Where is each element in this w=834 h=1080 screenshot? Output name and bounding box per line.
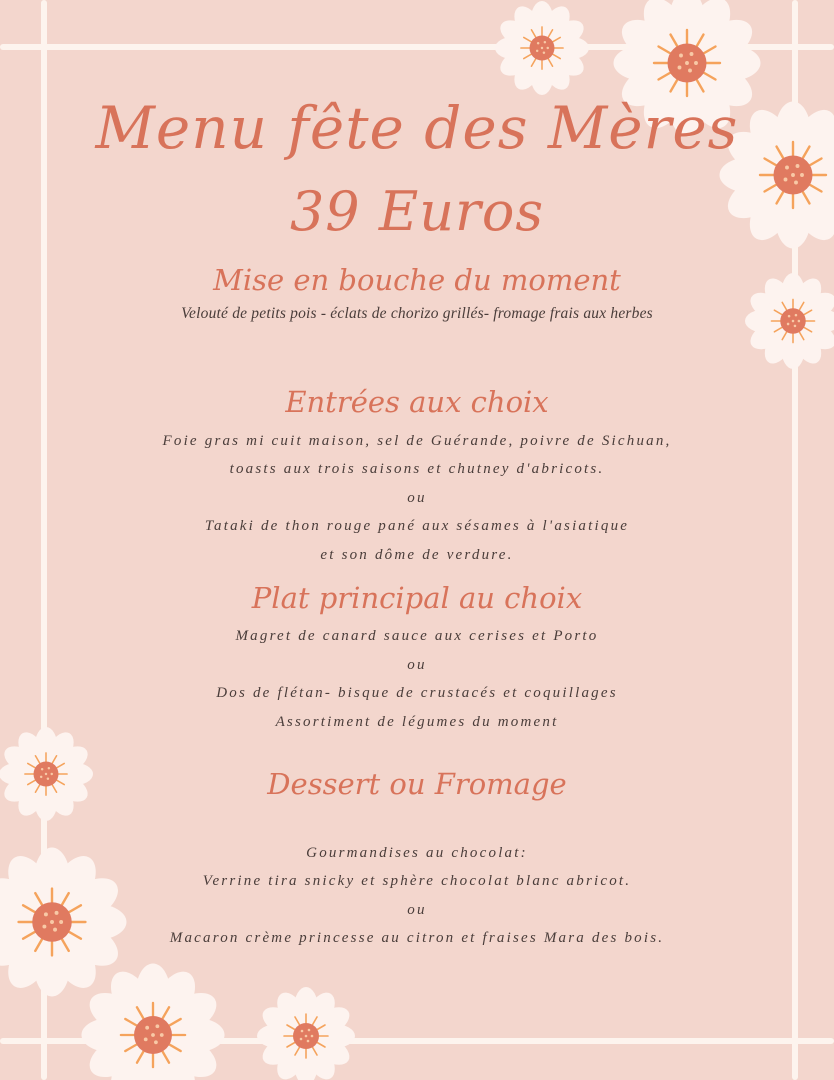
menu-item-line: Velouté de petits pois - éclats de chorizo grillés- fromage frais aux herbes — [181, 305, 653, 322]
menu-price: 39 Euros — [289, 180, 545, 243]
menu-item-line: Dos de flétan- bisque de crustacés et coquillages — [216, 685, 618, 701]
flower-icon — [256, 986, 356, 1080]
menu-item-line: Magret de canard sauce aux cerises et Porto — [235, 628, 599, 644]
section-heading-plat-principal: Plat principal au choix — [251, 581, 583, 615]
menu-or-separator: ou — [407, 490, 427, 506]
section-heading-dessert: Dessert ou Fromage — [267, 767, 567, 801]
flower-icon — [494, 0, 590, 96]
menu-item-line: Verrine tira snicky et sphère chocolat blanc abricot. — [202, 873, 632, 889]
menu-item-line: Tataki de thon rouge pané aux sésames à l'asiatique — [204, 518, 630, 534]
section-heading-entrees: Entrées aux choix — [285, 385, 549, 419]
menu-item-line: et son dôme de verdure. — [320, 547, 514, 563]
menu-item-line: toasts aux trois saisons et chutney d'abricots. — [229, 461, 605, 477]
menu-item-line: Foie gras mi cuit maison, sel de Guérande, poivre de Sichuan, — [162, 433, 672, 449]
flower-icon — [80, 962, 226, 1080]
menu-or-separator: ou — [407, 902, 427, 918]
section-heading-mise-en-bouche: Mise en bouche du moment — [213, 263, 621, 297]
menu-item-line: Gourmandises au chocolat: — [306, 845, 528, 861]
menu-or-separator: ou — [407, 657, 427, 673]
menu-item-line: Assortiment de légumes du moment — [275, 714, 559, 730]
menu-title: Menu fête des Mères — [95, 94, 739, 162]
menu-item-line: Macaron crème princesse au citron et fraises Mara des bois. — [169, 930, 665, 946]
